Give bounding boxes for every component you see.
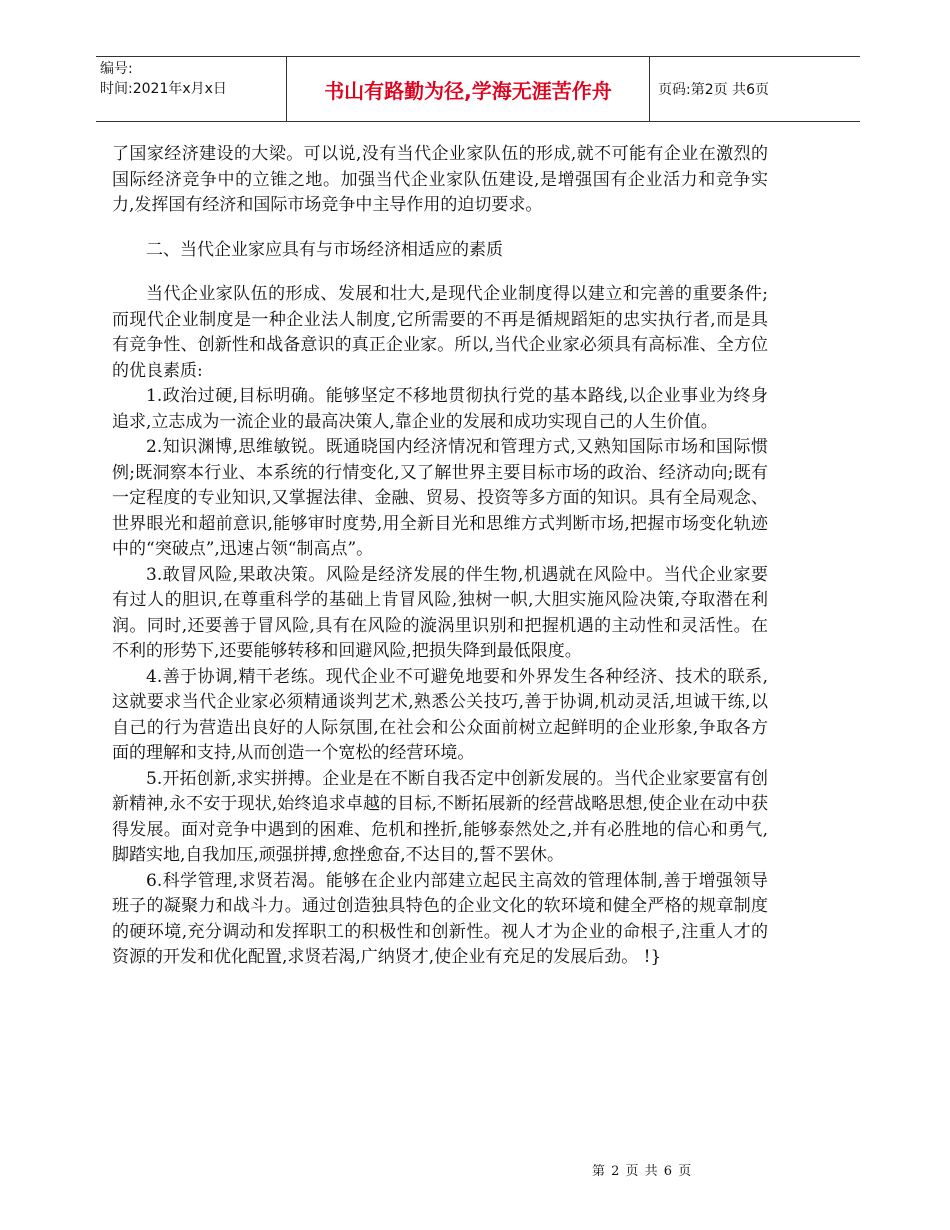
list-item: 4.善于协调,精干老练。现代企业不可避免地要和外界发生各种经济、技术的联系,这就要求当代企业家必须精通谈判艺术,熟悉公关技巧,善于协调,机动灵活,坦诚干练,以自己的行为营造出良好的人际氛围,在社会和公众面前树立起鲜明的企业形象,争取各方面的理解和支持,从而创造一个宽松的经营环境。 xyxy=(112,666,768,763)
paragraph: 了国家经济建设的大梁。可以说,没有当代企业家队伍的形成,就不可能有企业在激烈的国际经济竞争中的立锥之地。加强当代企业家队伍建设,是增强国有企业活力和竞争实力,发挥国有经济和国际市场竞争中主导作用的迫切要求。 xyxy=(112,144,768,215)
doc-number-label: 编号: xyxy=(100,61,133,77)
list-item: 2.知识渊博,思维敏锐。既通晓国内经济情况和管理方式,又熟知国际市场和国际惯例;既洞察本行业、本系统的行情变化,又了解世界主要目标市场的政治、经济动向;既有一定程度的专业知识,又掌握法律、金融、贸易、投资等多方面的知识。具有全局观念、世界眼光和超前意识,能够审时度势,用全新目光和思维方式判断市场,把握市场变化轨迹中的“突破点”,迅速占领“制高点”。 xyxy=(112,437,768,559)
list-item: 1.政治过硬,目标明确。能够坚定不移地贯彻执行党的基本路线,以企业事业为终身追求,立志成为一流企业的最高决策人,靠企业的发展和成功实现自己的人生价值。 xyxy=(112,386,768,432)
page-footer: 第 2 页 共 6 页 xyxy=(592,1164,693,1179)
list-item: 5.开拓创新,求实拼搏。企业是在不断自我否定中创新发展的。当代企业家要富有创新精神,永不安于现状,始终追求卓越的目标,不断拓展新的经营战略思想,使企业在动中获得发展。面对竞争中遇到的困难、危机和挫折,能够泰然处之,并有必胜地的信心和勇气,脚踏实地,自我加压,顽强拼搏,愈挫愈奋,不达目的,誓不罢休。 xyxy=(112,768,768,865)
header-meta xyxy=(100,59,286,99)
header-motto: 书山有路勤为径,学海无涯苦作舟 xyxy=(286,57,650,121)
document-body xyxy=(112,142,768,971)
paragraph: 当代企业家队伍的形成、发展和壮大,是现代企业制度得以建立和完善的重要条件;而现代企业制度是一种企业法人制度,它所需要的不再是循规蹈矩的忠实执行者,而是具有竞争性、创新性和战备意识的真正企业家。所以,当代企业家必须具有高标准、全方位的优良素质: xyxy=(112,284,768,381)
page-header xyxy=(96,56,860,122)
section-heading: 二、当代企业家应具有与市场经济相适应的素质 xyxy=(146,239,503,260)
list-item: 3.敢冒风险,果敢决策。风险是经济发展的伴生物,机遇就在风险中。当代企业家要有过人的胆识,在尊重科学的基础上肯冒风险,独树一帜,大胆实施风险决策,夺取潜在利润。同时,还要善于冒风险,具有在风险的漩涡里识别和把握机遇的主动性和灵活性。在不利的形势下,还要能够转移和回避风险,把损失降到最低限度。 xyxy=(112,564,768,661)
list-item: 6.科学管理,求贤若渴。能够在企业内部建立起民主高效的管理体制,善于增强领导班子的凝聚力和战斗力。通过创造独具特色的企业文化的软环境和健全严格的规章制度的硬环境,充分调动和发挥职工的积极性和创新性。视人才为企业的命根子,注重人才的资源的开发和优化配置,求贤若渴,广纳贤才,使企业有充足的发展后劲。 !} xyxy=(112,870,768,967)
doc-time-label: 时间:2021年x月x日 xyxy=(100,81,227,97)
header-page-info: 页码:第2页 共6页 xyxy=(658,82,769,98)
